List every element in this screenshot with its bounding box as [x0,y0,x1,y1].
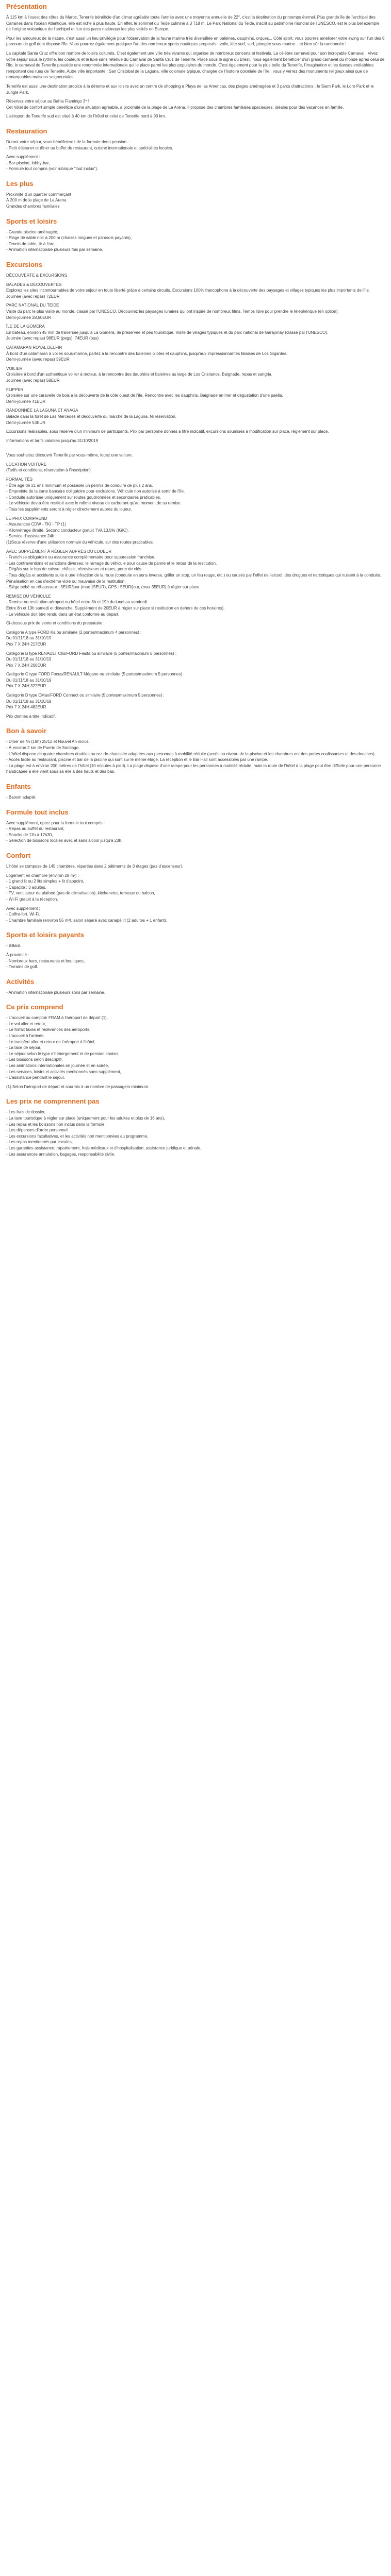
section [6,260,385,444]
text-line: - La taxe de séjour, [6,1045,42,1050]
text-line: Explorez les sites incontournables de votre séjour en toute liberté grâce à certains circuits. Excursions 100% francophone à la découverte des paysages et villages typiques les plus importants de l'île. [6,288,370,293]
text-line: - Tennis de table, tir à l'arc, [6,241,56,246]
text-line: - Franchise obligatoire ou assurance complémentaire pour suppression franchise. [6,555,156,560]
section [6,1003,385,1090]
section [6,782,385,801]
text-line: - Le vol aller et retour, [6,1021,46,1026]
text-line: - Les garanties assistance, rapatriement, frais médicaux et d'hospitalisation, assistance juridique et pénale, [6,1145,202,1150]
text-line: DÉCOUVERTE & EXCURSIONS [6,273,68,278]
text-line: - Capacité : 3 adultes, [6,885,46,890]
text-line: - Repas au buffet du restaurant, [6,826,64,832]
text-block [6,692,385,710]
text-block [6,594,385,617]
section [6,1097,385,1157]
text-block [6,366,385,384]
text-line: - Animation internationale plusieurs soirs par semaine. [6,990,106,995]
section [6,930,385,970]
text-line: Demi-journée 41EUR [6,399,46,404]
text-line: - Snacks de 11h à 17h30, [6,832,53,837]
text-line: Pour les amoureux de la nature, c'est aussi un lieu privilégié pour l'observation de la faune marine très diversifiée en baleines, dauphins, orques... Côté sport, vous pourrez améliorer votre swing sur l'un des 8 parcours de golf dont dispose l'île. Vous pourrez également pratiquer l'un des nombreux sports nautiques proposés : voile, kite surf, surf, plongée sous-marine... et bien sûr la randonnée ! [6,36,385,47]
text-line: - La taxe touristique à régler sur place (uniquement pour les adultes et plus de 16 ans), [6,1116,165,1121]
section-title: Sports et loisirs [6,217,57,225]
text-line: - Terrains de golf. [6,964,38,970]
text-line: Demi-journée 53EUR [6,420,46,425]
text-line: À proximité : [6,952,29,957]
text-line: Grandes chambres familiales [6,204,60,209]
text-block [6,229,385,253]
text-block [6,794,385,801]
text-line: Croisière à bord d'un authentique voilier à moteur, à la rencontre des dauphins et baleines au large de Los Cristianos. Baignade, repas et sangria. [6,372,273,377]
text-line: Catégorie C type FORD Focus/RENAULT Mégane ou similaire (5 portes/maximum 5 personnes) : [6,672,185,677]
text-line: - Les dépenses d'ordre personnel [6,1128,68,1133]
text-block [6,387,385,405]
text-block [6,83,385,95]
text-line: En bateau, environ 45 min de traversée jusqu'à La Gomera, île préservée et peu touristique. Visite de villages typiques et du parc national de Garajonay (classé par l'UNESCO). [6,330,329,335]
text-line: Du 01/11/18 au 31/10/19 [6,636,52,641]
text-block [6,452,385,459]
text-line: LOCATION VOITURE [6,462,47,467]
text-block [6,324,385,342]
text-line: - Les repas mentionnés par escales, [6,1140,73,1145]
text-block [6,952,385,970]
text-line: Prix 7 X 24H 322EUR [6,684,46,689]
text-line: - Formule tout compris (voir rubrique "tout inclus"). [6,166,99,172]
text-line: FORMALITÉS [6,477,33,482]
text-line: La capitale Santa Cruz offre bon nombre de loisirs culturels. C'est également une ville très vivante qui organise de nombreux concerts et festivals. La célèbre carnaval pour son incroyable Carnaval ! Vivez votre séjour sous le rythme, les couleurs et le luxe sans retenue du Carnaval de Santa Cruz de Tenerife. Placé sous le signe du Brésil, nous également bénéficier d'un grand carnaval du monde après celui de Rio, le carnaval de Tenerife possède une renommée internationale qui le place parmi les plus populaires du monde. C'est également pour la plus belle du Tenerife, l'imagination et les danses endiablées remportent des rues de Tenerife. Autre ville importante : San Cristobal de la Laguna, ville coloniale typique, chargée de l'histoire coloniale de l'île : vous y verrez des monuments religieux ainsi que de remarquables maisons seigneuriales. [6,50,385,80]
text-block [6,873,385,903]
section [6,977,385,996]
text-line: REMISE DU VÉHICULE [6,594,51,599]
text-line: - Bar-piscine, lobby-bar, [6,160,50,165]
text-line: - À environ 2 km de Puerto de Santiago. [6,745,80,751]
text-block [6,438,385,444]
section [6,2,385,120]
section-title: Excursions [6,261,43,269]
text-block [6,14,385,32]
text-block [6,906,385,924]
text-line: - L'accueil ou comptoir FRAM à l'aéroport de départ (1), [6,1015,108,1021]
text-line: Journée (avec repas) 98EUR (pegs), 74EUR (bus) [6,336,99,341]
text-block [6,943,385,949]
section-title: Ce prix comprend [6,1003,63,1011]
text-line: - Siège bébé ou réhausseur : 3EUR/jour (max 15EUR), GPS : 5EUR/jour, (max 35EUR) à régler sur place. [6,585,201,590]
text-block [6,671,385,689]
text-line: Avec supplément : [6,906,40,911]
text-line: Journée (avec repas) 58EUR [6,378,60,383]
text-line: - Les contraventions et sanctions diverses, le ramage du véhicule pour cause de panne et le retour de la restitution. [6,561,217,566]
text-block [6,630,385,648]
text-block [6,408,385,426]
text-line: PARC NATIONAL DU TEIDE [6,303,59,308]
section-title: Sports et loisirs payants [6,931,84,939]
text-line: Proximité d'un quartier commerçant [6,192,72,197]
text-block [6,302,385,320]
text-line: Croisière sur une caravelle de bois à la découverte de la côte ouest de l'île. Rencontre avec les dauphins. Baignade en mer et dégustation d'une paëlla. [6,393,283,398]
section-title: Restauration [6,127,47,135]
text-line: - Petit déjeuner et dîner au buffet du restaurant, cuisine internationale et spécialités locales. [6,145,173,150]
text-line: Cet hôtel de confort simple bénéficie d'une situation agréable, à proximité de la plage de La Arena. Il propose des chambres familiales spacieuses, idéales pour des vacances en famille. [6,105,344,110]
text-line: L'hôtel se compose de 145 chambres, réparties dans 2 bâtiments de 3 étages (pas d'ascenseur). [6,863,184,869]
text-line: - Service d'assistance 24h. [6,534,56,539]
text-line: CATAMARAN ROYAL DELFIN [6,345,62,350]
text-line: Avec supplément : [6,155,40,160]
text-line: - Chambre familiale (environ 55 m²), salon séparé avec canapé lit (2 adultes + 1 enfant). [6,918,167,923]
text-line: - Assurances CDW - TKI - TP (1) [6,522,67,527]
text-line: - L'hôtel dispose de quatre chambres doubles au rez-de-chaussée adaptées aux personnes à mobilité réduite (accès au niveau de la piscine et les chambres ont des portes coulissantes et des douches). [6,751,376,756]
text-line: - Les assurances annulation, bagages, responsabilité civile. [6,1151,116,1157]
text-block [6,154,385,172]
text-block [6,345,385,363]
text-line: À 115 km à l'ouest des côtes du Maroc, Tenerife bénéficie d'un climat agréable toute l'année avec une moyenne annuelle de 22°, c'est la destination du printemps éternel. Plus grande île de l'archipel des Canaries dans l'océan Atlantique, elle est riche à plus haute. En effet, le sommet du Teide culmine à 3 718 m. Le Parc National du Teide, inscrit au patrimoine mondial de l'UNESCO, est le plus bel exemple de l'origine volcanique de l'archipel et l'un des parcs nationaux les plus visités en Europe. [6,15,380,32]
text-line: - Les animations internationales en journée et en soirée, [6,1063,109,1069]
text-line: - Coffre-fort, Wi-Fi, [6,912,41,917]
text-line: (1)Sous réserve d'une utilisation normale du véhicule, sur des routes praticables. [6,540,154,545]
text-line: Du 01/11/18 au 31/10/19 [6,699,52,704]
text-line: - Le forfait taxes et redevances des aéroports, [6,1027,91,1032]
text-line: - Remise ou restitution aéroport ou hôtel entre 8h et 19h du lundi au vendredi. [6,600,149,605]
text-block [6,863,385,870]
section [6,127,385,172]
text-block [6,139,385,151]
text-line: Visite du parc le plus visité au monde, classé par l'UNESCO. Découvrez les paysages lunaires qui ont inspiré de nombreux films. Temps libre pour prendre le téléphérique (en option). [6,309,339,314]
text-line: - Billard. [6,943,22,948]
text-line: - L'assistance pendant le séjour. [6,1075,66,1080]
text-line: Ci-dessous prix de vente et conditions du prestataire : [6,621,105,626]
text-line: (1) Selon l'aéroport de départ et sourmis à un nombre de passagers minimum. [6,1084,150,1089]
text-line: - Animation internationale plusieurs fois par semaine. [6,247,103,252]
text-line: Balade dans la forêt de Las Mercedes et découverte du marché de la Laguna. Ni réservation. [6,414,176,419]
text-block [6,462,385,473]
text-block [6,1084,385,1090]
text-line: Durant votre séjour, vous bénéficierez de la formule demi-pension : [6,139,129,144]
text-line: - Grande piscine aménagée, [6,229,58,234]
text-line: Prix 7 X 24H 217EUR [6,641,46,647]
text-line: Vous souhaitez découvrir Tenerife par vous-même, louez une voiture. [6,453,133,458]
text-line: VOILIER [6,366,23,371]
section-title: Formule tout inclus [6,808,69,816]
text-line: - Empreinte de la carte bancaire obligatoire pour exclusions. Véhicule non autorisé à sortir de l'île. [6,489,185,494]
text-line: - Baosin adapté. [6,795,37,800]
text-line: - Plage de sable noir à 200 m (chaises longues et parasols payants), [6,235,132,241]
section [6,179,385,210]
section-title: Confort [6,851,30,859]
text-line: Demi-journée (avec repas) 39EUR [6,357,70,362]
text-block [6,739,385,775]
text-block [6,36,385,47]
text-line: À 200 m de la plage de La Arena [6,198,67,203]
text-line: Logement en chambre (environ 29 m²) : [6,873,79,878]
text-block [6,820,385,844]
text-line: RANDONNÉE LA LAGUNA ET ANAGA [6,408,78,413]
text-block [6,282,385,300]
text-block [6,714,385,720]
text-line: - L'accueil à l'arrivée, [6,1033,45,1039]
text-line: - Tous les suppléments seront à régler directement auprès du loueur. [6,507,132,512]
text-line: AVEC SUPPLÉMENT À RÉGLER AUPRÈS DU LOUEUR [6,549,112,554]
text-line: - Nombreux bars, restaurants et boutiques, [6,958,85,963]
text-line: Catégorie B type RENAULT Clio/FORD Fiesta ou similaire (5 portes/maximum 5 personnes) : [6,651,177,656]
text-line: - Le véhicule devra être restitué avec le même niveau de carburant qu'au moment de sa remise. [6,501,182,506]
text-line: - Les excursions facultatives, et les activités non mentionnées au programme, [6,1133,149,1139]
section [6,726,385,775]
text-line: - La plage est à environ 200 mètres de l'hôtel (10 minutes à pied). La plage dispose d'une rampe pour les personnes à mobilité réduite, mais la route de l'hôtel à la plage peut être difficile pour une personne handicapée à elle vient sous sa elle a des hauts et des bas. [6,763,381,774]
text-line: Demi-journée 28,50EUR [6,315,52,320]
text-line: Avec supplément, optez pour la formule tout compris : [6,820,105,825]
text-line: FLIPPER [6,387,24,392]
text-block [6,620,385,626]
text-line: - Sélection de boissons locales avec et sans alcool jusqu'à 23h. [6,838,123,843]
text-line: Réservez votre séjour au Bahia Flamingo 3* ! [6,99,89,104]
text-line: (Tarifs et conditions, réservation à l'inscription) [6,468,91,473]
text-line: - Accès facile au restaurant, piscine et bar de la piscine qui sont sur le même étage. La réception et le Bar Hall sont accessibles par une rampe. [6,757,268,762]
text-block [6,192,385,210]
text-line: - Être âgé de 21 ans minimum et posséder un permis de conduire de plus 2 ans. [6,483,153,488]
text-line: - Le véhicule doit être rendu dans un état conforme au départ. [6,612,120,617]
text-line: ÎLE DE LA GOMERA [6,324,45,329]
section-title: Les prix ne comprennent pas [6,1097,100,1106]
text-line: Catégorie A type FORD Ka ou similaire (2 portes/maximum 4 personnes) : [6,630,142,635]
text-line: Catégorie D type CMax/FORD Connect ou similaire (5 portes/maximum 5 personnes) : [6,693,165,698]
text-line: - Les boissons selon descriptif, [6,1057,63,1062]
text-line: À bord d'un catamaran à voiles sous-marine, partez à la rencontre des baleines pilotes et dauphins, jusqu'aux impressionnantes falaises de Los Gigantes. [6,351,288,356]
text-block [6,273,385,279]
text-line: Du 01/11/18 au 31/10/19 [6,657,52,662]
text-line: - Wi-Fi gratuit à la réception. [6,896,58,902]
section [6,217,385,253]
text-block [6,516,385,546]
section-title: Enfants [6,783,31,790]
text-block [6,549,385,590]
text-line: Prix 7 X 24H 462EUR [6,705,46,710]
text-line: - Le séjour selon le type d'hébergement et de pension choisis, [6,1051,120,1056]
text-line: - Le transfert aller et retour de l'aéroport à l'hôtel, [6,1039,95,1044]
text-line: - Les services, loisirs et activités mentionnés sans supplément, [6,1069,121,1074]
section [6,851,385,923]
text-block [6,50,385,80]
text-line: - TV, ventilateur de plafond (pas de climatisation), kitchenette, terrasse ou balcon, [6,891,155,896]
text-line: Excursions réalisables, sous réserve d'un minimum de participants. Prix par personne donnés à titre indicatif, excursions soumises à modification sur place, règlement sur place. [6,429,329,434]
text-line: - Les repas et les boissons non inclus dans la formule, [6,1122,106,1127]
section-title: Présentation [6,3,47,10]
text-line: - Les frais de dossier, [6,1110,46,1115]
text-line: LE PRIX COMPREND [6,516,47,521]
text-line: Entre 8h et 13h samedi et dimanche. Supplément de 20EUR à régler sur place si restitution en dehors de ces horaires). [6,605,225,611]
text-line: Prix 7 X 24H 266EUR [6,663,46,668]
text-block [6,1109,385,1157]
product-description-page [0,0,391,1171]
text-line: Journée (avec repas) 72EUR [6,294,60,299]
text-line: Tenerife est aussi une destination propice à la détente et aux loisirs avec un centre de shopping à Playa de las Americas, des plages aménagées et 3 parcs d'attractions : le Siam Park, le Loro Park et le Jungle Park. [6,83,374,95]
text-line: - Conduite autorisée uniquement sur routes goudronnées et secondaires praticables. [6,495,161,500]
section-title: Bon à savoir [6,727,47,735]
section [6,808,385,844]
text-block [6,651,385,669]
text-line: - 1 grand lit ou 2 lits simples + lit d'appoint, [6,879,84,884]
text-line: L'aéroport de Tenerife sud est situé à 40 km de l'hôtel et celui de Tenerife nord à 90 km. [6,114,166,119]
section-title: Activités [6,977,35,986]
text-block [6,429,385,435]
section-title: Les plus [6,179,34,188]
text-block [6,113,385,120]
text-line: - Kilométrage illimité. Second conducteur gratuit TVA 13,5% (IGIC). [6,528,129,533]
text-line: BALADES & DÉCOUVERTES [6,282,62,287]
section-spacer [6,447,385,452]
text-line: Du 01/11/18 au 31/10/19 [6,677,52,683]
text-block [6,98,385,110]
text-line: - Dîner de fin (19h) 25/12 et Nouvel An inclus. [6,739,90,744]
section [6,447,385,719]
text-block [6,477,385,513]
text-block [6,1015,385,1081]
text-line: - Dégâts sur le bas de caisse, châssis, rétroviseurs et roues, perte de clés. [6,567,143,572]
text-line: Informations et tarifs valables jusqu'au 31/10/2019 [6,438,99,443]
text-line: Prix donnés à titre indicatif. [6,714,56,719]
text-block [6,990,385,996]
text-line: - Tous dégâts et accidents suite à une infraction de la route (conduite en sens inverse, griller un stop, un feu rouge, etc.) ou causés par l'effet de l'alcool, des drogues et narcotiques qui nuisent à la conduite. Pénalisation en cas d'extrême violé ou mauvaise de la restitution. [6,572,381,584]
